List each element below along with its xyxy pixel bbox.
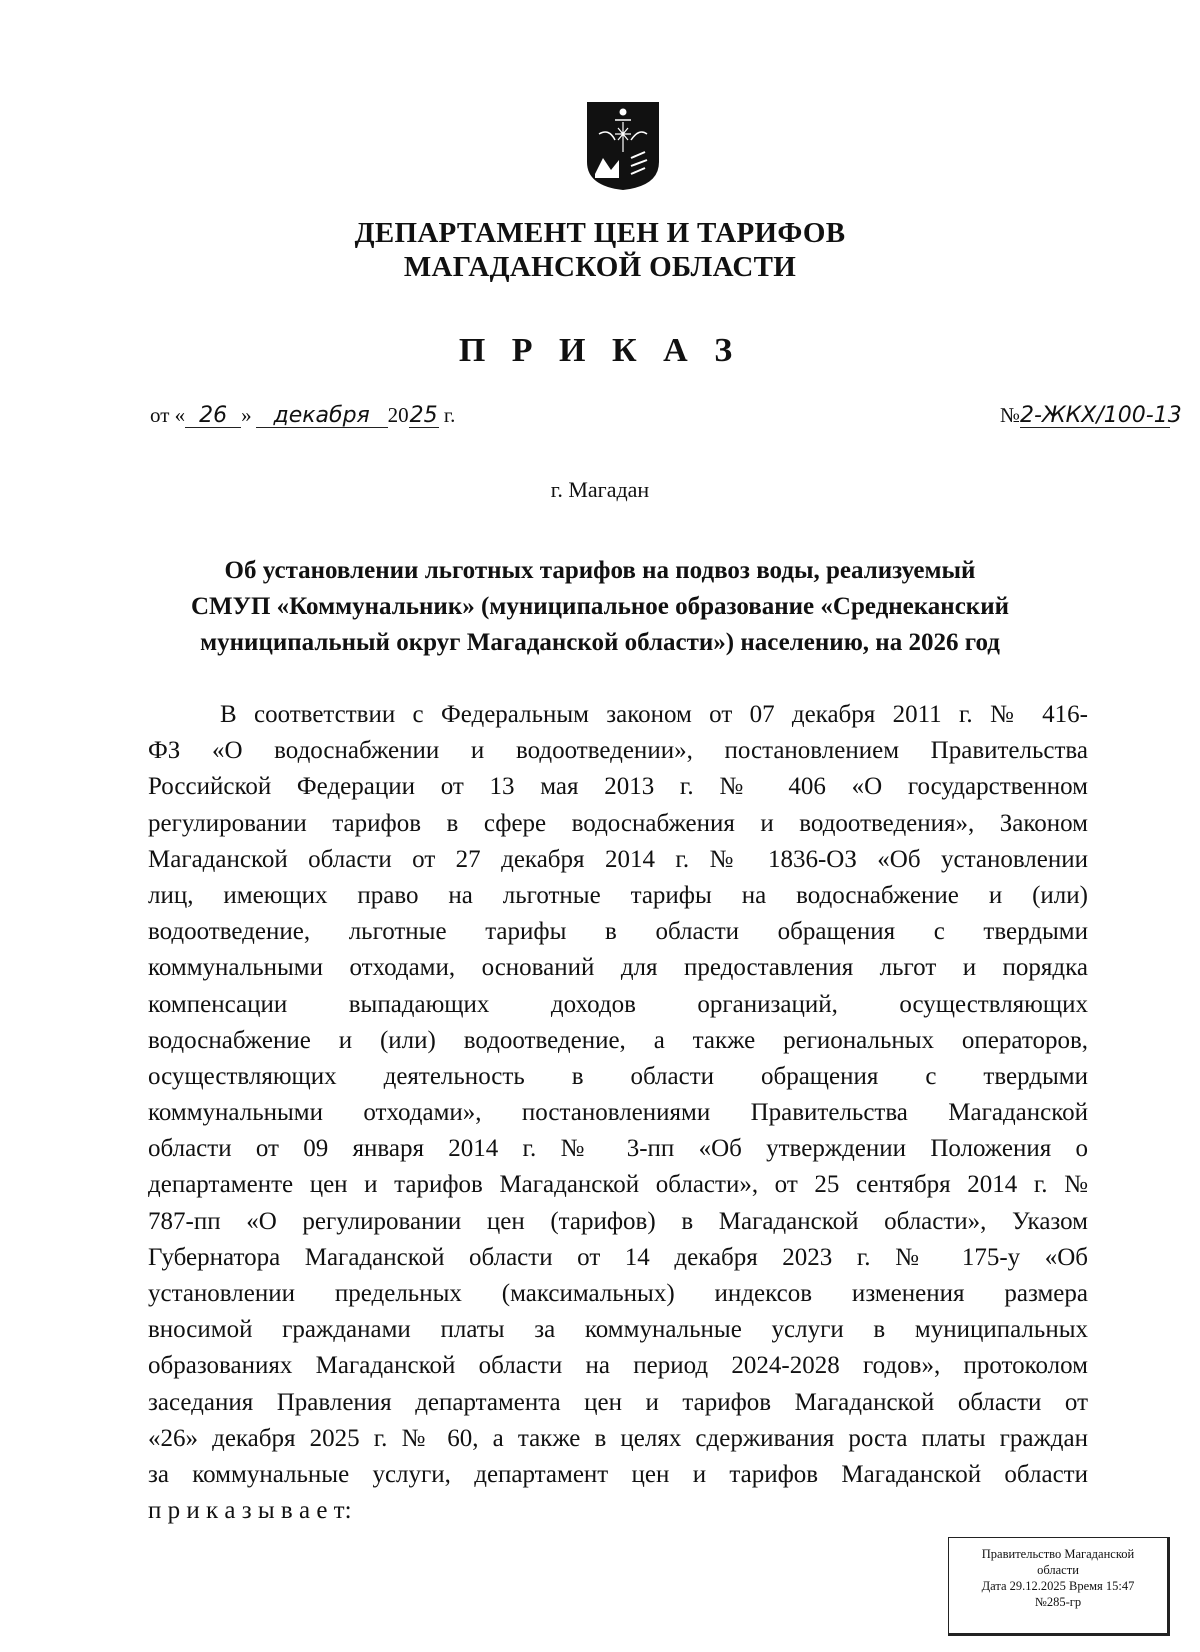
body-line: осуществляющих деятельность в области обращения с твердыми [148,1062,1088,1090]
body-line: установлении предельных (максимальных) индексов изменения размера [148,1280,1088,1307]
body-line: 787-пп «О регулировании цен (тарифов) в Магаданской области», Указом [148,1207,1088,1235]
title-line: СМУП «Коммунальник» (муниципальное образование «Среднеканский [190,593,1010,620]
body-line: водоотведение, льготные тарифы в области обращения с твердыми [148,918,1088,946]
body-line-closing: п р и к а з ы в а е т: [148,1497,352,1525]
title-line: муниципальный округ Магаданской области») населению, на 2026 год [200,629,1000,656]
date-suffix: г. [438,403,456,427]
body-line: регулировании тарифов в сфере водоснабжения и водоотведения», Законом [148,809,1088,837]
body-line: заседания Правления департамента цен и тарифов Магаданской области от [148,1388,1088,1416]
coat-of-arms-icon [585,100,661,192]
registration-stamp [948,1537,1170,1636]
date-month: декабря [256,405,388,428]
stamp-line: области [1037,1563,1079,1577]
body-line: за коммунальные услуги, департамент цен и тарифов Магаданской области [148,1460,1088,1488]
body-line: Российской Федерации от 13 мая 2013 г. № 406 «О государственном [148,773,1088,801]
body-line: ФЗ «О водоснабжении и водоотведении», постановлением Правительства [148,737,1088,765]
stamp-line: Дата 29.12.2025 Время 15:47 [981,1579,1135,1593]
number-value: 2-ЖКХ/100-13 [1020,403,1182,428]
department-heading [0,216,1200,284]
body-line: «26» декабря 2025 г. № 60, а также в целях сдерживания роста платы граждан [148,1424,1088,1452]
order-number [1000,403,1182,428]
body-line: области от 09 января 2014 г. № 3-пп «Об утверждении Положения о [148,1135,1088,1163]
body-line: департаменте цен и тарифов Магаданской области», от 25 сентября 2014 г. № [148,1171,1088,1199]
date-mid: » [241,403,252,427]
body-line: вносимой гражданами платы за коммунальные услуги в муниципальных [148,1316,1088,1344]
title-line: Об установлении льготных тарифов на подвоз воды, реализуемый [224,557,976,584]
body-line: лиц, имеющих право на льготные тарифы на водоснабжение и (или) [148,881,1088,909]
number-prefix: № [1000,403,1021,427]
order-date [150,403,455,428]
stamp-line: Правительство Магаданской [981,1547,1135,1561]
body-line: Губернатора Магаданской области от 14 декабря 2023 г. № 175-у «Об [148,1243,1088,1271]
document-body [148,697,1088,1529]
city-line: г. Магадан [550,477,650,502]
body-line: образованиях Магаданской области на период 2024-2028 годов», протоколом [148,1352,1088,1380]
body-line: водоснабжение и (или) водоотведение, а также региональных операторов, [148,1026,1088,1054]
body-line: коммунальными отходами, оснований для предоставления льгот и порядка [148,954,1088,982]
body-line: Магаданской области от 27 декабря 2014 г. № 1836-ОЗ «Об установлении [148,845,1088,873]
date-year-prefix: 20 [387,403,409,427]
body-line: В соответствии с Федеральным законом от 07 декабря 2011 г. № 416- [220,701,1088,728]
department-line-1: ДЕПАРТАМЕНТ ЦЕН И ТАРИФОВ [354,217,846,249]
date-prefix: от « [150,403,186,427]
department-line-2: МАГАДАНСКОЙ ОБЛАСТИ [403,251,797,283]
date-year: 25 [409,403,438,428]
document-type: П Р И К А З [458,332,742,369]
document-title [100,553,1100,661]
date-day: 26 [185,405,241,428]
body-line: коммунальными отходами», постановлениями Правительства Магаданской [148,1099,1088,1127]
stamp-line: №285-гр [1034,1595,1082,1609]
body-line: компенсации выпадающих доходов организаций, осуществляющих [148,990,1088,1018]
